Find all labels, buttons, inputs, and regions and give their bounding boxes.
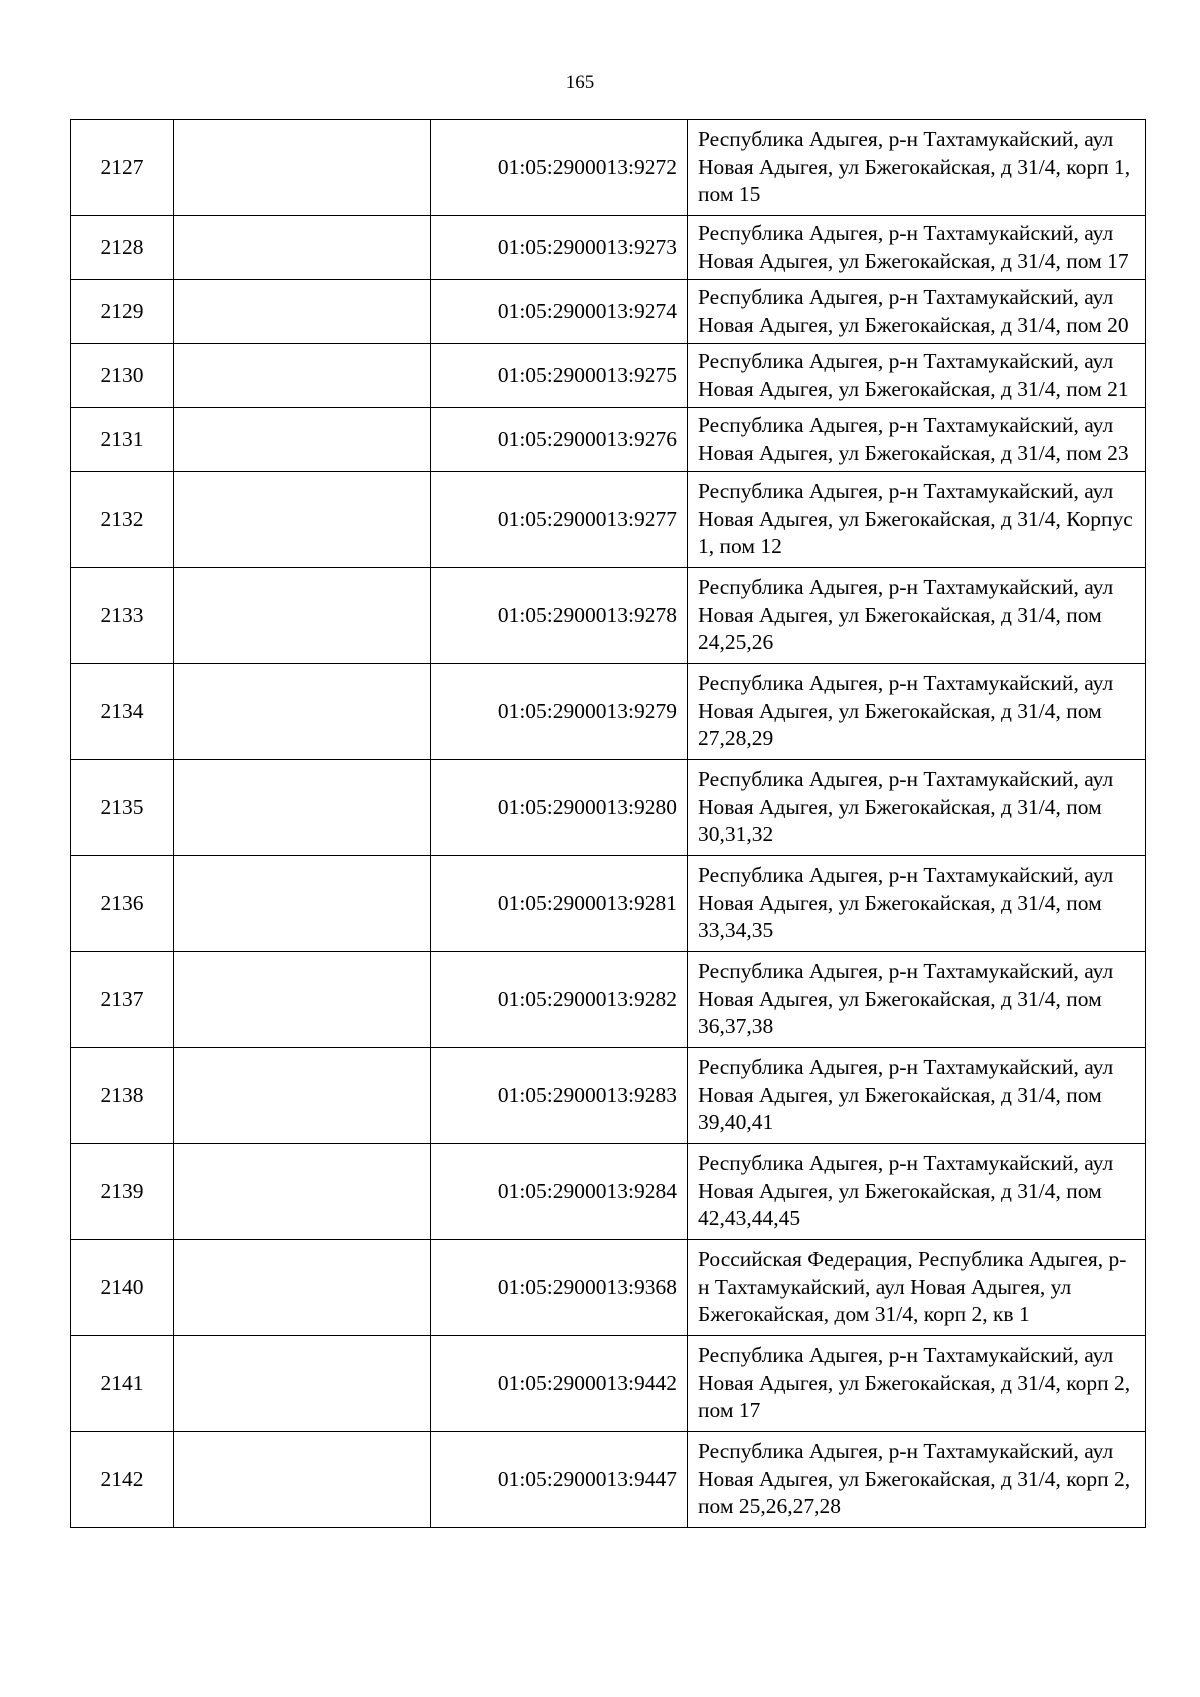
table-row: [71, 760, 1146, 856]
cadastral-number: 01:05:2900013:9284: [431, 1144, 688, 1240]
address: Республика Адыгея, р-н Тахтамукайский, аул Новая Адыгея, ул Бжегокайская, д 31/4, пом 20: [688, 280, 1146, 344]
empty-cell: [174, 664, 431, 760]
empty-cell: [174, 216, 431, 280]
empty-cell: [174, 856, 431, 952]
cadastral-number: 01:05:2900013:9281: [431, 856, 688, 952]
row-number: 2138: [71, 1048, 174, 1144]
row-number: 2127: [71, 120, 174, 216]
address: Республика Адыгея, р-н Тахтамукайский, аул Новая Адыгея, ул Бжегокайская, д 31/4, пом 17: [688, 216, 1146, 280]
row-number: 2141: [71, 1336, 174, 1432]
empty-cell: [174, 472, 431, 568]
property-registry-table: [70, 119, 1146, 1528]
row-number: 2132: [71, 472, 174, 568]
row-number: 2131: [71, 408, 174, 472]
cadastral-number: 01:05:2900013:9272: [431, 120, 688, 216]
table-row: [71, 664, 1146, 760]
cadastral-number: 01:05:2900013:9282: [431, 952, 688, 1048]
table-row: [71, 952, 1146, 1048]
address: Республика Адыгея, р-н Тахтамукайский, аул Новая Адыгея, ул Бжегокайская, д 31/4, корп 2, пом 25,26,27,28: [688, 1432, 1146, 1528]
row-number: 2134: [71, 664, 174, 760]
cadastral-number: 01:05:2900013:9368: [431, 1240, 688, 1336]
cadastral-number: 01:05:2900013:9277: [431, 472, 688, 568]
empty-cell: [174, 280, 431, 344]
row-number: 2130: [71, 344, 174, 408]
address: Республика Адыгея, р-н Тахтамукайский, аул Новая Адыгея, ул Бжегокайская, д 31/4, пом 36,37,38: [688, 952, 1146, 1048]
table-row: [71, 1336, 1146, 1432]
address: Республика Адыгея, р-н Тахтамукайский, аул Новая Адыгея, ул Бжегокайская, д 31/4, пом 39,40,41: [688, 1048, 1146, 1144]
row-number: 2129: [71, 280, 174, 344]
address: Республика Адыгея, р-н Тахтамукайский, аул Новая Адыгея, ул Бжегокайская, д 31/4, пом 33,34,35: [688, 856, 1146, 952]
table-row: [71, 408, 1146, 472]
cadastral-number: 01:05:2900013:9442: [431, 1336, 688, 1432]
cadastral-number: 01:05:2900013:9276: [431, 408, 688, 472]
empty-cell: [174, 408, 431, 472]
table-row: [71, 1432, 1146, 1528]
row-number: 2142: [71, 1432, 174, 1528]
empty-cell: [174, 1432, 431, 1528]
cadastral-number: 01:05:2900013:9273: [431, 216, 688, 280]
cadastral-number: 01:05:2900013:9278: [431, 568, 688, 664]
address: Республика Адыгея, р-н Тахтамукайский, аул Новая Адыгея, ул Бжегокайская, д 31/4, корп 1, пом 15: [688, 120, 1146, 216]
cadastral-number: 01:05:2900013:9274: [431, 280, 688, 344]
table-row: [71, 472, 1146, 568]
page-number: 165: [565, 72, 595, 93]
empty-cell: [174, 1144, 431, 1240]
empty-cell: [174, 1048, 431, 1144]
address: Республика Адыгея, р-н Тахтамукайский, аул Новая Адыгея, ул Бжегокайская, д 31/4, пом 30,31,32: [688, 760, 1146, 856]
row-number: 2128: [71, 216, 174, 280]
cadastral-number: 01:05:2900013:9279: [431, 664, 688, 760]
address: Российская Федерация, Республика Адыгея, р-н Тахтамукайский, аул Новая Адыгея, ул Бжегокайская, дом 31/4, корп 2, кв 1: [688, 1240, 1146, 1336]
empty-cell: [174, 344, 431, 408]
cadastral-number: 01:05:2900013:9283: [431, 1048, 688, 1144]
row-number: 2135: [71, 760, 174, 856]
address: Республика Адыгея, р-н Тахтамукайский, аул Новая Адыгея, ул Бжегокайская, д 31/4, пом 21: [688, 344, 1146, 408]
address: Республика Адыгея, р-н Тахтамукайский, аул Новая Адыгея, ул Бжегокайская, д 31/4, корп 2, пом 17: [688, 1336, 1146, 1432]
cadastral-number: 01:05:2900013:9447: [431, 1432, 688, 1528]
empty-cell: [174, 568, 431, 664]
table-row: [71, 344, 1146, 408]
table-row: [71, 856, 1146, 952]
address: Республика Адыгея, р-н Тахтамукайский, аул Новая Адыгея, ул Бжегокайская, д 31/4, пом 23: [688, 408, 1146, 472]
empty-cell: [174, 120, 431, 216]
table-row: [71, 1144, 1146, 1240]
cadastral-number: 01:05:2900013:9275: [431, 344, 688, 408]
empty-cell: [174, 952, 431, 1048]
row-number: 2136: [71, 856, 174, 952]
cadastral-number: 01:05:2900013:9280: [431, 760, 688, 856]
empty-cell: [174, 1336, 431, 1432]
table-row: [71, 1240, 1146, 1336]
address: Республика Адыгея, р-н Тахтамукайский, аул Новая Адыгея, ул Бжегокайская, д 31/4, пом 27,28,29: [688, 664, 1146, 760]
address: Республика Адыгея, р-н Тахтамукайский, аул Новая Адыгея, ул Бжегокайская, д 31/4, пом 24,25,26: [688, 568, 1146, 664]
table-row: [71, 568, 1146, 664]
address: Республика Адыгея, р-н Тахтамукайский, аул Новая Адыгея, ул Бжегокайская, д 31/4, Корпус 1, пом 12: [688, 472, 1146, 568]
table-row: [71, 216, 1146, 280]
address: Республика Адыгея, р-н Тахтамукайский, аул Новая Адыгея, ул Бжегокайская, д 31/4, пом 42,43,44,45: [688, 1144, 1146, 1240]
row-number: 2139: [71, 1144, 174, 1240]
empty-cell: [174, 1240, 431, 1336]
empty-cell: [174, 760, 431, 856]
row-number: 2137: [71, 952, 174, 1048]
table-row: [71, 280, 1146, 344]
row-number: 2140: [71, 1240, 174, 1336]
table-row: [71, 1048, 1146, 1144]
row-number: 2133: [71, 568, 174, 664]
table-row: [71, 120, 1146, 216]
